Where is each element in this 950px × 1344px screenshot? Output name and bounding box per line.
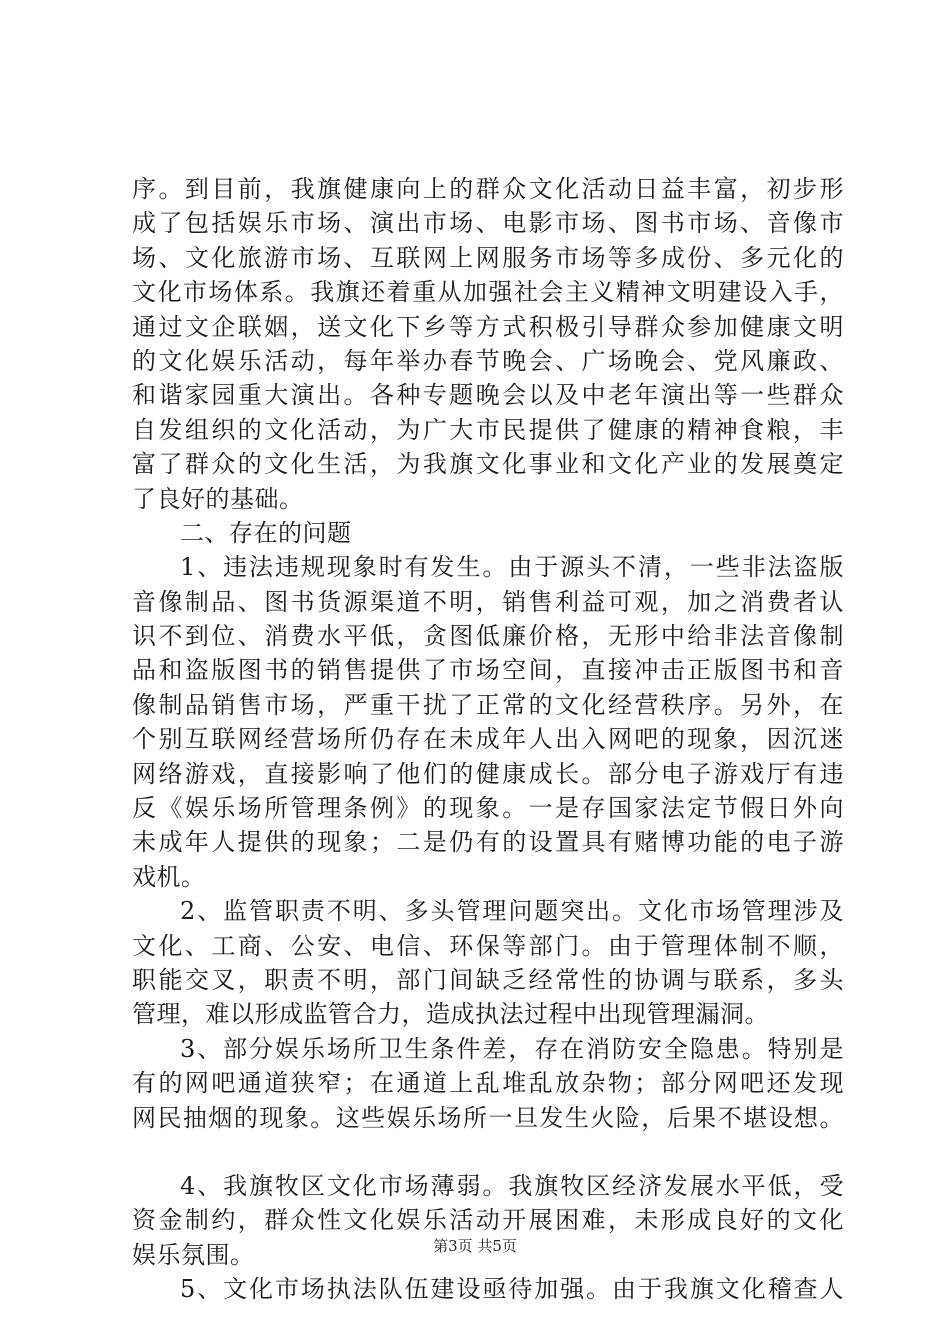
- text-line: 1、违法违规现象时有发生。由于源头不清，一些非法盗版: [180, 553, 844, 582]
- text-line: 和谐家园重大演出。各种专题晚会以及中老年演出等一些群众: [132, 381, 844, 410]
- text-line: 反《娱乐场所管理条例》的现象。一是存国家法定节假日外向: [132, 794, 844, 823]
- text-line: 个别互联网经营场所仍存在未成年人出入网吧的现象，因沉迷: [132, 725, 844, 754]
- text-line: 职能交叉，职责不明，部门间缺乏经常性的协调与联系，多头: [132, 965, 844, 994]
- text-line: 音像制品、图书货源渠道不明，销售利益可观，加之消费者认: [132, 587, 844, 616]
- text-line: 识不到位、消费水平低，贪图低廉价格，无形中给非法音像制: [132, 622, 844, 651]
- text-line: 管理，难以形成监管合力，造成执法过程中出现管理漏洞。: [132, 1000, 769, 1029]
- text-line: 5、文化市场执法队伍建设亟待加强。由于我旗文化稽查人: [180, 1275, 844, 1304]
- text-line: 序。到目前，我旗健康向上的群众文化活动日益丰富，初步形: [132, 175, 844, 203]
- text-line: 场、文化旅游市场、互联网上网服务市场等多成份、多元化的: [132, 243, 844, 272]
- section-heading: 二、存在的问题: [180, 518, 352, 547]
- text-line: 品和盗版图书的销售提供了市场空间，直接冲击正版图书和音: [132, 656, 844, 685]
- text-line: 了良好的基础。: [132, 484, 304, 513]
- text-line: 戏机。: [132, 862, 206, 891]
- text-line: 的文化娱乐活动，每年举办春节晚会、广场晚会、党风廉政、: [132, 346, 844, 375]
- text-line: 通过文企联姻，送文化下乡等方式积极引导群众参加健康文明: [132, 312, 844, 341]
- text-line: 自发组织的文化活动，为广大市民提供了健康的精神食粮，丰: [132, 415, 844, 444]
- text-line: 像制品销售市场，严重干扰了正常的文化经营秩序。另外，在: [132, 690, 844, 719]
- text-line: 3、部分娱乐场所卫生条件差，存在消防安全隐患。特别是: [180, 1034, 844, 1063]
- text-line: 有的网吧通道狭窄；在通道上乱堆乱放杂物；部分网吧还发现: [132, 1069, 844, 1098]
- text-line: 未成年人提供的现象；二是仍有的设置具有赌博功能的电子游: [132, 828, 844, 857]
- text-line: 资金制约，群众性文化娱乐活动开展困难，未形成良好的文化: [132, 1206, 844, 1235]
- text-line: 文化、工商、公安、电信、环保等部门。由于管理体制不顺，: [132, 931, 844, 960]
- document-body: [132, 172, 844, 1307]
- text-line: 2、监管职责不明、多头管理问题突出。文化市场管理涉及: [180, 897, 844, 926]
- text-line: 文化市场体系。我旗还着重从加强社会主义精神文明建设入手，: [132, 278, 844, 307]
- text-line: 4、我旗牧区文化市场薄弱。我旗牧区经济发展水平低，受: [180, 1171, 844, 1200]
- text-line: 成了包括娱乐市场、演出市场、电影市场、图书市场、音像市: [132, 209, 844, 238]
- text-line: 网民抽烟的现象。这些娱乐场所一旦发生火险，后果不堪设想。: [132, 1103, 844, 1132]
- text-line: 富了群众的文化生活，为我旗文化事业和文化产业的发展奠定: [132, 450, 844, 479]
- text-line: 网络游戏，直接影响了他们的健康成长。部分电子游戏厅有违: [132, 759, 844, 788]
- page-number-footer: 第3页 共5页: [433, 1237, 517, 1255]
- text-line: 娱乐氛围。: [132, 1240, 255, 1269]
